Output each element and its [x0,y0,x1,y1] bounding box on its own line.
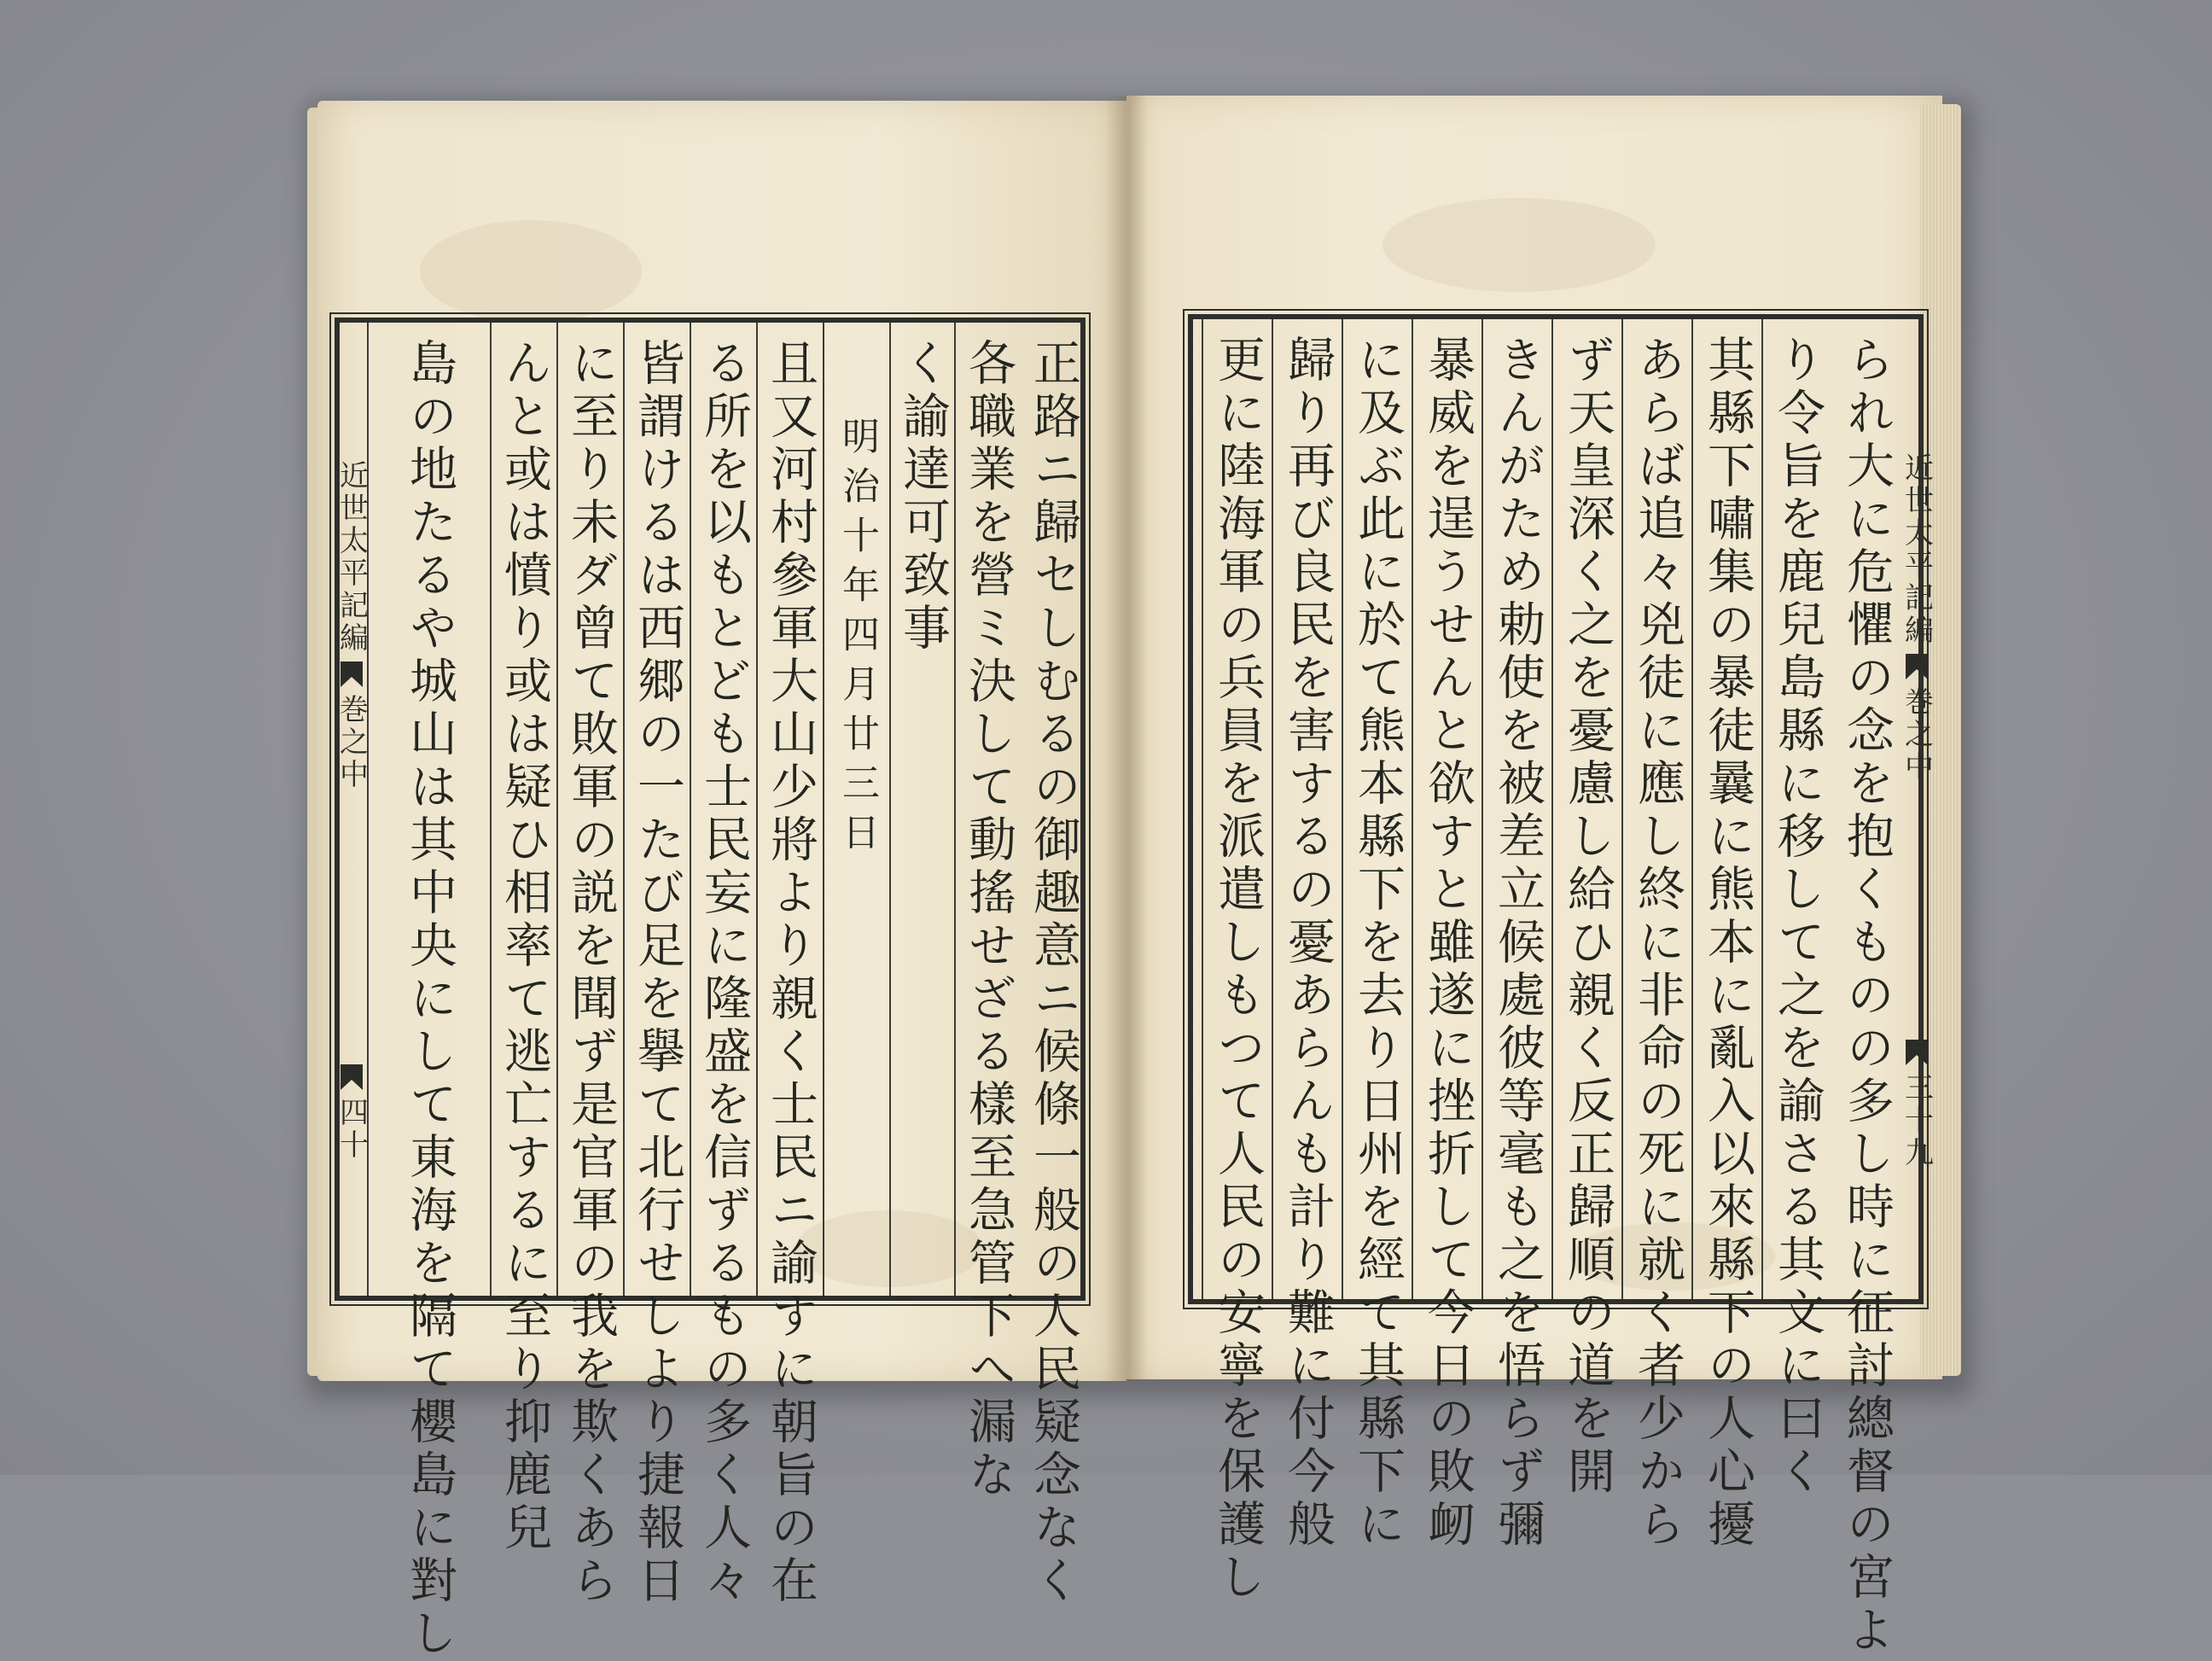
text-column [823,323,889,1296]
text-column [1761,319,1831,1499]
column-text: に至り未ダ曾て敗軍の説を聞ず是官軍の我を欺くあら [563,338,619,1608]
column-text: 各職業を營ミ決して動搖せざる樣至急管下へ漏な [961,338,1016,1502]
column-text: り令旨を鹿兒島縣に移して之を諭さる其文に曰く [1770,335,1825,1499]
text-column [1202,319,1272,1605]
folio-number: 四十 [334,1097,369,1162]
text-column [690,323,756,1608]
book-title: 近世太平記編 [334,460,369,655]
text-column [490,323,556,1555]
folio-number: 三十九 [1899,1072,1934,1169]
text-column [556,323,623,1608]
fish-tail-mark [1906,1040,1928,1065]
text-column [756,323,823,1608]
text-column [954,323,1021,1502]
column-text: ず天皇深く之を憂慮し給ひ親く反正歸順の道を開 [1560,335,1615,1499]
column-text: 島の地たるや城山は其中央にして東海を隔て櫻島に對し [402,338,457,1661]
book-title: 近世太平記編 [1899,452,1934,647]
fish-tail-mark [341,661,363,687]
column-text: られ大に危懼の念を抱くものの多し時に征討總督の宮よ [1839,335,1895,1658]
text-column [1481,319,1551,1552]
text-column [1272,319,1342,1552]
text-column [1621,319,1691,1552]
book-gutter [1106,96,1147,1381]
text-column [1831,319,1901,1658]
fish-tail-mark [1906,654,1928,679]
left-margin-label [335,324,369,1297]
left-text-frame [335,318,1086,1661]
right-margin-label [1900,324,1934,1297]
column-text: 更に陸海軍の兵員を派遣しもつて人民の安寧を保護し [1210,335,1266,1605]
text-column [1412,319,1481,1552]
text-column [889,323,954,1296]
column-text: 暴威を逞うせんと欲すと雖遂に挫折して今日の敗衂 [1420,335,1476,1552]
text-column [1551,319,1621,1499]
fish-tail-mark [341,1064,363,1090]
column-text: あらば追々兇徒に應し終に非命の死に就く者少から [1630,335,1685,1552]
text-column [1021,323,1086,1608]
column-text: 且又河村參軍大山少將より親く士民ニ諭すに朝旨の在 [763,338,818,1608]
column-text: んと或は憤り或は疑ひ相率て逃亡するに至り抑鹿兒 [497,338,552,1555]
volume-label: 巻之中 [334,694,369,791]
text-column [1342,319,1412,1552]
column-text: 正路ニ歸セしむるの御趣意ニ候條一般の人民疑念なく [1026,338,1081,1608]
column-text: 歸り再び良民を害するの憂あらんも計り難に付今般 [1280,335,1336,1552]
column-text: 皆謂けるは西郷の一たび足を擧て北行せしより捷報日 [630,338,685,1608]
text-column [623,323,690,1608]
column-text: きんがため勅使を被差立候處彼等毫も之を悟らず彌 [1490,335,1545,1552]
text-column [367,323,490,1661]
text-column [1691,319,1761,1552]
column-text: 其縣下嘯集の暴徒曩に熊本に亂入以來縣下の人心擾 [1700,335,1755,1552]
volume-label: 巻之中 [1899,686,1934,784]
date-text: 明治十年四月廿三日 [835,417,879,862]
right-text-frame [1188,314,1924,1658]
column-text: に及ぶ此に於て熊本縣下を去り日州を經て其縣下に [1350,335,1406,1552]
column-text: く諭達可致事 [895,338,951,656]
column-text: る所を以もとども士民妄に隆盛を信ずるもの多く人々 [696,338,752,1608]
